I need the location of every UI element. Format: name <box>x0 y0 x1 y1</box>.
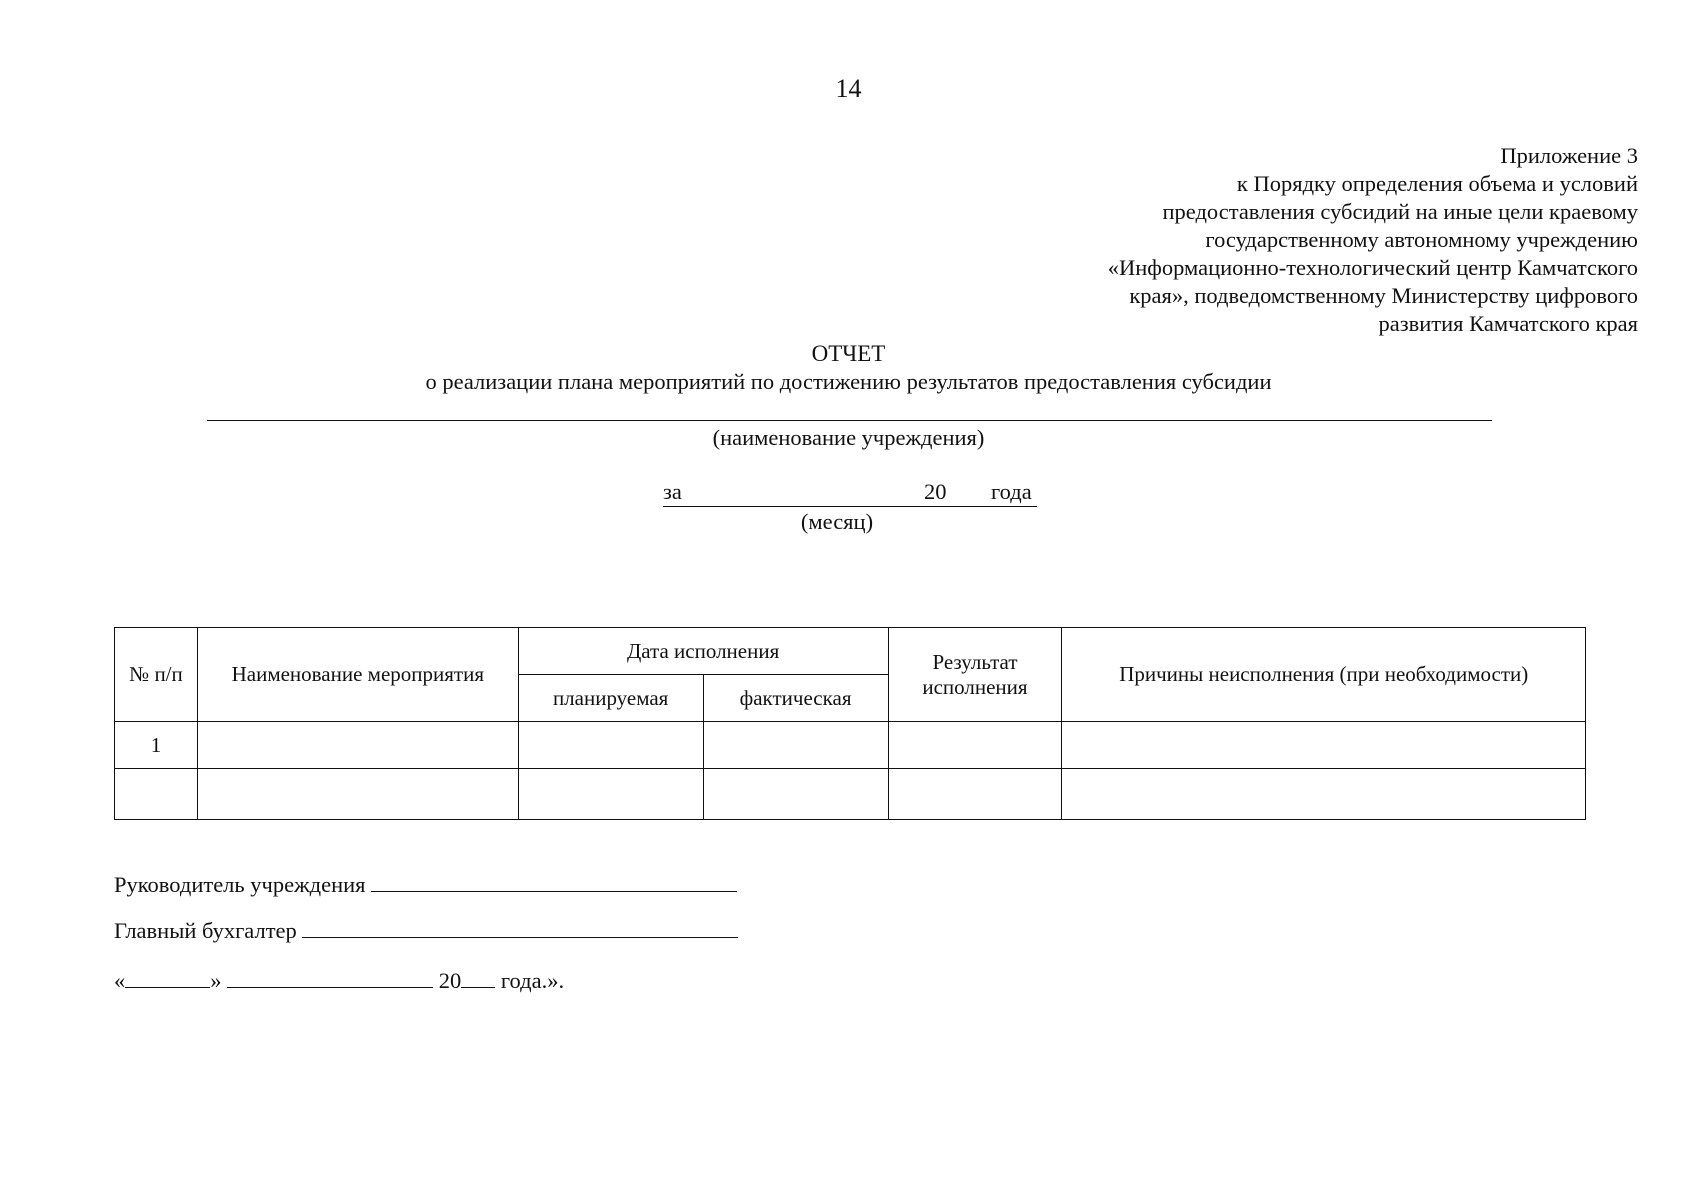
header-result: Результат исполнения <box>888 628 1062 722</box>
document-subtitle: о реализации плана мероприятий по достижению результатов предоставления субсидии <box>425 369 1272 394</box>
period-suffix: года <box>991 479 1032 504</box>
appendix-line: «Информационно-технологический центр Камчатского <box>1107 255 1638 280</box>
date-suffix: года.». <box>500 968 565 993</box>
cell-result[interactable] <box>888 722 1062 769</box>
header-actual: фактическая <box>703 675 888 722</box>
appendix-line: края», подведомственному Министерству цифрового <box>1129 283 1638 308</box>
cell-activity-name[interactable] <box>197 722 518 769</box>
table-row <box>115 722 1586 769</box>
header-planned: планируемая <box>518 675 703 722</box>
period-field[interactable] <box>663 478 1037 507</box>
appendix-line: развития Камчатского края <box>1378 311 1638 336</box>
org-name-line[interactable] <box>207 420 1492 421</box>
date-day-line[interactable] <box>125 967 210 988</box>
date-year-line[interactable] <box>461 967 495 988</box>
header-reasons: Причины неисполнения (при необходимости) <box>1062 628 1586 722</box>
date-open-quote: « <box>114 968 126 993</box>
date-month-line[interactable] <box>227 967 433 988</box>
accountant-signature-label: Главный бухгалтер <box>114 918 297 943</box>
date-close-quote: » <box>210 968 222 993</box>
page-number: 14 <box>835 74 862 103</box>
month-caption: (месяц) <box>800 509 874 534</box>
signature-date-row <box>114 967 564 995</box>
accountant-signature-row <box>114 917 738 945</box>
head-signature-label: Руководитель учреждения <box>114 872 366 897</box>
period-year-prefix: 20 <box>924 479 947 504</box>
appendix-line: предоставления субсидий на иные цели краевому <box>1162 199 1638 224</box>
cell-num[interactable]: 1 <box>115 722 198 769</box>
period-prefix: за <box>663 479 682 504</box>
header-activity-name: Наименование мероприятия <box>197 628 518 722</box>
table-header-row <box>115 628 1586 675</box>
cell-reasons[interactable] <box>1062 722 1586 769</box>
cell-planned[interactable] <box>518 769 703 820</box>
cell-result[interactable] <box>888 769 1062 820</box>
cell-actual[interactable] <box>703 722 888 769</box>
document-title: ОТЧЕТ <box>811 341 886 366</box>
cell-num[interactable] <box>115 769 198 820</box>
header-execution-date: Дата исполнения <box>518 628 888 675</box>
date-year-prefix: 20 <box>438 968 462 993</box>
cell-actual[interactable] <box>703 769 888 820</box>
head-signature-line[interactable] <box>371 871 737 892</box>
appendix-line: Приложение 3 <box>1500 143 1638 168</box>
appendix-line: к Порядку определения объема и условий <box>1236 171 1638 196</box>
report-table <box>114 627 1586 820</box>
accountant-signature-line[interactable] <box>302 917 738 938</box>
cell-activity-name[interactable] <box>197 769 518 820</box>
header-num: № п/п <box>115 628 198 722</box>
head-signature-row <box>114 871 737 899</box>
appendix-line: государственному автономному учреждению <box>1205 227 1638 252</box>
table-row <box>115 769 1586 820</box>
org-name-caption: (наименование учреждения) <box>712 425 985 450</box>
appendix-note <box>738 142 1638 338</box>
cell-reasons[interactable] <box>1062 769 1586 820</box>
cell-planned[interactable] <box>518 722 703 769</box>
